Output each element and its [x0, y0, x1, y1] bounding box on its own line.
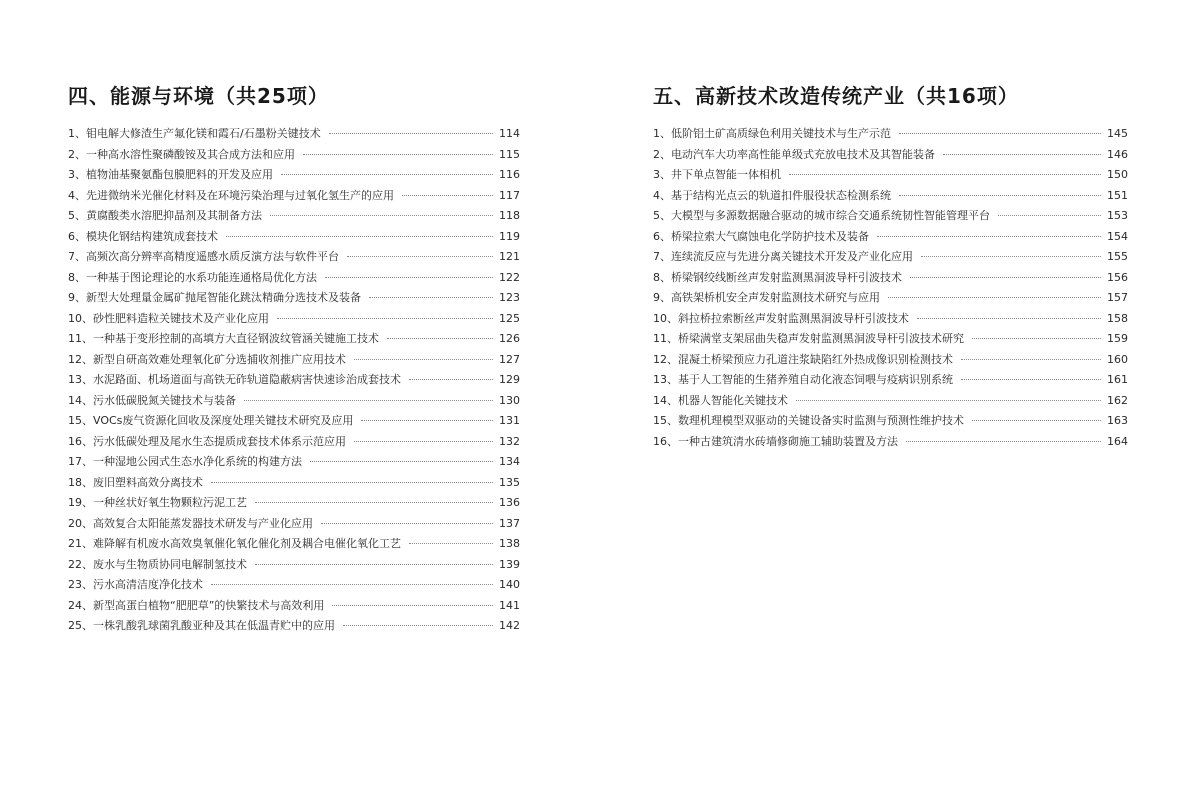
toc-entry-number: 25、: [68, 619, 93, 632]
dot-leader: [281, 174, 493, 175]
toc-entry-title: 钼电解大修渣生产氟化镁和霞石/石墨粉关键技术: [86, 127, 321, 140]
toc-entry[interactable]: [68, 186, 520, 207]
toc-entry-page-number: 116: [499, 168, 520, 181]
toc-entry-page-number: 118: [499, 209, 520, 222]
toc-entry[interactable]: [68, 555, 520, 576]
dot-leader: [361, 420, 493, 421]
toc-entry-number: 2、: [653, 147, 671, 161]
toc-entry[interactable]: [653, 370, 1128, 391]
toc-entry-page-number: 114: [499, 127, 520, 140]
toc-entry-title: 新型高蛋白植物“肥肥草”的快繁技术与高效利用: [93, 598, 325, 612]
toc-entry-number: 22、: [68, 557, 93, 571]
toc-entry-title: 新型自研高效难处理氧化矿分选捕收剂推广应用技术: [93, 352, 346, 366]
toc-entry-title: 一种湿地公园式生态水净化系统的构建方法: [93, 455, 302, 468]
toc-entry-title: 数理机理模型双驱动的关键设备实时监测与预测性维护技术: [678, 414, 964, 427]
toc-entry-title: 井下单点智能一体相机: [671, 168, 781, 181]
toc-entry-title: 高频次高分辨率高精度遥感水质反演方法与软件平台: [86, 250, 339, 263]
toc-entry-title: 废旧塑料高效分离技术: [93, 475, 203, 489]
toc-entry-page-number: 135: [499, 475, 520, 489]
toc-entry-number: 9、: [653, 291, 671, 304]
dot-leader: [409, 379, 493, 380]
toc-entry-page-number: 157: [1107, 291, 1128, 304]
toc-entry-title: 一种丝状好氧生物颗粒污泥工艺: [93, 496, 247, 509]
toc-entry-title: 基于结构光点云的轨道扣件服役状态检测系统: [671, 188, 891, 202]
toc-entry-title: 水泥路面、机场道面与高铁无砟轨道隐蔽病害快速诊治成套技术: [93, 373, 401, 386]
toc-entry-page-number: 160: [1107, 352, 1128, 366]
toc-entry-number: 5、: [653, 209, 671, 222]
toc-entry[interactable]: [68, 288, 520, 309]
toc-entry[interactable]: [653, 186, 1128, 207]
dot-leader: [921, 256, 1101, 257]
toc-entry[interactable]: [68, 370, 520, 391]
toc-entry-page-number: 134: [499, 455, 520, 468]
section-title: 五、高新技术改造传统产业（共16项）: [653, 84, 1019, 108]
dot-leader: [917, 318, 1101, 319]
toc-entry-number: 8、: [68, 270, 86, 284]
toc-entry-page-number: 142: [499, 619, 520, 632]
dot-leader: [354, 359, 493, 360]
toc-entry[interactable]: [68, 206, 520, 227]
toc-entry-page-number: 156: [1107, 270, 1128, 284]
toc-entry[interactable]: [653, 145, 1128, 166]
toc-entry[interactable]: [68, 411, 520, 432]
toc-entry[interactable]: [68, 575, 520, 596]
dot-leader: [211, 584, 493, 585]
toc-entry[interactable]: [653, 309, 1128, 330]
toc-entry-number: 14、: [68, 393, 93, 407]
toc-entry-number: 7、: [653, 250, 671, 263]
toc-entry-title: 新型大处理量金属矿抛尾智能化跳汰精确分选技术及装备: [86, 291, 361, 304]
section-title: 四、能源与环境（共25项）: [68, 84, 329, 108]
toc-entry-page-number: 132: [499, 434, 520, 448]
toc-entry-number: 8、: [653, 270, 671, 284]
dot-leader: [972, 420, 1101, 421]
toc-entry-title: 电动汽车大功率高性能单级式充放电技术及其智能装备: [671, 147, 935, 161]
toc-entry-page-number: 122: [499, 270, 520, 284]
toc-entry-number: 16、: [68, 434, 93, 448]
dot-leader: [998, 215, 1101, 216]
toc-entry-page-number: 125: [499, 311, 520, 325]
toc-entry-title: 高铁架桥机安全声发射监测技术研究与应用: [671, 291, 880, 304]
dot-leader: [343, 625, 493, 626]
dot-leader: [899, 133, 1101, 134]
dot-leader: [255, 564, 493, 565]
toc-entry-page-number: 141: [499, 598, 520, 612]
toc-entry[interactable]: [653, 432, 1128, 453]
toc-entry[interactable]: [68, 514, 520, 535]
dot-leader: [972, 338, 1101, 339]
toc-entry-title: 污水低碳处理及尾水生态提质成套技术体系示范应用: [93, 434, 346, 448]
toc-entry-title: 低阶铝土矿高质绿色利用关键技术与生产示范: [671, 127, 891, 140]
toc-entry-title: 高效复合太阳能蒸发器技术研发与产业化应用: [93, 516, 313, 530]
dot-leader: [387, 338, 493, 339]
toc-entry-title: 先进微纳米光催化材料及在环境污染治理与过氧化氢生产的应用: [86, 188, 394, 202]
toc-entry-title: 污水高清洁度净化技术: [93, 578, 203, 591]
toc-entry[interactable]: [653, 411, 1128, 432]
toc-entry-number: 6、: [653, 229, 671, 243]
toc-entry-page-number: 121: [499, 250, 520, 263]
toc-entry[interactable]: [653, 329, 1128, 350]
toc-entry-title: 一株乳酸乳球菌乳酸亚种及其在低温青贮中的应用: [93, 619, 335, 632]
toc-entry-title: 一种高水溶性聚磷酸铵及其合成方法和应用: [86, 147, 295, 161]
toc-entry-title: 黄腐酸类水溶肥抑晶剂及其制备方法: [86, 209, 262, 222]
toc-entry-number: 20、: [68, 516, 93, 530]
toc-entry[interactable]: [653, 268, 1128, 289]
toc-entry-page-number: 153: [1107, 209, 1128, 222]
dot-leader: [943, 154, 1101, 155]
dot-leader: [409, 543, 493, 544]
toc-entry-number: 2、: [68, 147, 86, 161]
dot-leader: [888, 297, 1101, 298]
toc-entry-page-number: 131: [499, 414, 520, 427]
toc-list: [68, 124, 520, 637]
toc-entry-title: 桥梁满堂支架屈曲失稳声发射监测黑洞波导杆引波技术研究: [678, 332, 964, 345]
dot-leader: [789, 174, 1101, 175]
toc-entry[interactable]: [68, 493, 520, 514]
toc-entry[interactable]: [68, 145, 520, 166]
toc-entry-page-number: 119: [499, 229, 520, 243]
dot-leader: [321, 523, 493, 524]
toc-entry[interactable]: [68, 227, 520, 248]
toc-entry-title: 砂性肥料造粒关键技术及产业化应用: [93, 311, 269, 325]
toc-entry-title: 废水与生物质协同电解制氢技术: [93, 557, 247, 571]
toc-entry-page-number: 117: [499, 188, 520, 202]
toc-entry-page-number: 161: [1107, 373, 1128, 386]
toc-entry[interactable]: [68, 534, 520, 555]
dot-leader: [877, 236, 1101, 237]
toc-entry-title: 基于人工智能的生猪养殖自动化液态饲喂与疫病识别系统: [678, 373, 953, 386]
dot-leader: [303, 154, 493, 155]
toc-entry-number: 4、: [68, 188, 86, 202]
dot-leader: [910, 277, 1101, 278]
toc-entry-number: 11、: [653, 332, 678, 345]
toc-entry-number: 13、: [68, 373, 93, 386]
dot-leader: [255, 502, 493, 503]
toc-entry-number: 4、: [653, 188, 671, 202]
toc-list: [653, 124, 1128, 452]
toc-entry[interactable]: [68, 391, 520, 412]
toc-entry-title: 桥梁钢绞线断丝声发射监测黑洞波导杆引波技术: [671, 270, 902, 284]
toc-entry-number: 21、: [68, 537, 93, 550]
dot-leader: [347, 256, 493, 257]
toc-entry-page-number: 136: [499, 496, 520, 509]
toc-entry-title: 桥梁拉索大气腐蚀电化学防护技术及装备: [671, 229, 869, 243]
dot-leader: [277, 318, 493, 319]
toc-entry-number: 23、: [68, 578, 93, 591]
toc-entry-number: 3、: [68, 168, 86, 181]
toc-entry-title: VOCs废气资源化回收及深度处理关键技术研究及应用: [93, 414, 354, 427]
dot-leader: [332, 605, 493, 606]
toc-entry[interactable]: [68, 309, 520, 330]
toc-entry[interactable]: [653, 247, 1128, 268]
dot-leader: [369, 297, 493, 298]
toc-entry-title: 一种基于图论理论的水系功能连通格局优化方法: [86, 270, 317, 284]
dot-leader: [329, 133, 493, 134]
toc-entry[interactable]: [68, 473, 520, 494]
dot-leader: [310, 461, 493, 462]
toc-entry-number: 5、: [68, 209, 86, 222]
toc-entry-number: 9、: [68, 291, 86, 304]
toc-entry[interactable]: [653, 350, 1128, 371]
toc-entry[interactable]: [68, 596, 520, 617]
toc-entry-number: 10、: [68, 311, 93, 325]
toc-entry-page-number: 129: [499, 373, 520, 386]
dot-leader: [961, 379, 1101, 380]
toc-entry[interactable]: [68, 268, 520, 289]
toc-entry-number: 1、: [653, 127, 671, 140]
dot-leader: [899, 195, 1101, 196]
dot-leader: [226, 236, 493, 237]
toc-entry-page-number: 146: [1107, 147, 1128, 161]
toc-entry-number: 3、: [653, 168, 671, 181]
toc-entry-title: 连续流反应与先进分离关键技术开发及产业化应用: [671, 250, 913, 263]
toc-entry-page-number: 126: [499, 332, 520, 345]
dot-leader: [402, 195, 493, 196]
toc-entry-title: 一种基于变形控制的高填方大直径钢波纹管涵关键施工技术: [93, 332, 379, 345]
toc-entry-number: 12、: [653, 352, 678, 366]
toc-entry-number: 15、: [653, 414, 678, 427]
toc-entry-page-number: 115: [499, 147, 520, 161]
toc-entry-page-number: 150: [1107, 168, 1128, 181]
toc-entry-page-number: 158: [1107, 311, 1128, 325]
toc-entry-page-number: 164: [1107, 434, 1128, 448]
toc-entry[interactable]: [68, 124, 520, 145]
toc-entry-page-number: 151: [1107, 188, 1128, 202]
toc-entry-title: 模块化钢结构建筑成套技术: [86, 229, 218, 243]
toc-entry-page-number: 139: [499, 557, 520, 571]
toc-entry-number: 19、: [68, 496, 93, 509]
toc-entry[interactable]: [68, 247, 520, 268]
toc-entry-page-number: 162: [1107, 393, 1128, 407]
toc-entry-number: 13、: [653, 373, 678, 386]
dot-leader: [354, 441, 493, 442]
toc-entry[interactable]: [68, 329, 520, 350]
toc-entry-page-number: 145: [1107, 127, 1128, 140]
toc-entry-number: 11、: [68, 332, 93, 345]
toc-entry-title: 混凝土桥梁预应力孔道注浆缺陷红外热成像识别检测技术: [678, 352, 953, 366]
toc-entry[interactable]: [653, 288, 1128, 309]
toc-entry-title: 植物油基聚氨酯包膜肥料的开发及应用: [86, 168, 273, 181]
toc-entry-page-number: 159: [1107, 332, 1128, 345]
toc-entry[interactable]: [68, 350, 520, 371]
toc-entry[interactable]: [653, 165, 1128, 186]
toc-entry-number: 15、: [68, 414, 93, 427]
dot-leader: [325, 277, 493, 278]
toc-entry-page-number: 140: [499, 578, 520, 591]
toc-entry-number: 6、: [68, 229, 86, 243]
toc-entry-page-number: 154: [1107, 229, 1128, 243]
toc-entry[interactable]: [653, 227, 1128, 248]
dot-leader: [270, 215, 493, 216]
toc-entry[interactable]: [68, 432, 520, 453]
toc-entry-number: 12、: [68, 352, 93, 366]
toc-entry-number: 7、: [68, 250, 86, 263]
dot-leader: [211, 482, 493, 483]
toc-entry-title: 机器人智能化关键技术: [678, 393, 788, 407]
toc-entry-page-number: 155: [1107, 250, 1128, 263]
dot-leader: [961, 359, 1101, 360]
toc-entry[interactable]: [653, 124, 1128, 145]
toc-entry-page-number: 123: [499, 291, 520, 304]
toc-entry-number: 17、: [68, 455, 93, 468]
toc-entry-title: 斜拉桥拉索断丝声发射监测黑洞波导杆引波技术: [678, 311, 909, 325]
toc-entry-number: 10、: [653, 311, 678, 325]
toc-entry-title: 一种古建筑清水砖墙修砌施工辅助装置及方法: [678, 434, 898, 448]
toc-entry-title: 污水低碳脱氮关键技术与装备: [93, 393, 236, 407]
toc-entry-number: 1、: [68, 127, 86, 140]
dot-leader: [796, 400, 1101, 401]
dot-leader: [244, 400, 493, 401]
toc-entry[interactable]: [653, 206, 1128, 227]
toc-entry-number: 16、: [653, 434, 678, 448]
toc-entry-title: 大模型与多源数据融合驱动的城市综合交通系统韧性智能管理平台: [671, 209, 990, 222]
toc-entry[interactable]: [68, 165, 520, 186]
toc-entry-page-number: 138: [499, 537, 520, 550]
toc-entry-page-number: 127: [499, 352, 520, 366]
toc-entry[interactable]: [653, 391, 1128, 412]
toc-entry-page-number: 137: [499, 516, 520, 530]
toc-entry-page-number: 130: [499, 393, 520, 407]
dot-leader: [906, 441, 1101, 442]
toc-entry-page-number: 163: [1107, 414, 1128, 427]
toc-entry[interactable]: [68, 452, 520, 473]
toc-entry[interactable]: [68, 616, 520, 637]
toc-entry-number: 24、: [68, 598, 93, 612]
toc-entry-number: 18、: [68, 475, 93, 489]
toc-entry-title: 难降解有机废水高效臭氧催化氧化催化剂及耦合电催化氧化工艺: [93, 537, 401, 550]
toc-entry-number: 14、: [653, 393, 678, 407]
